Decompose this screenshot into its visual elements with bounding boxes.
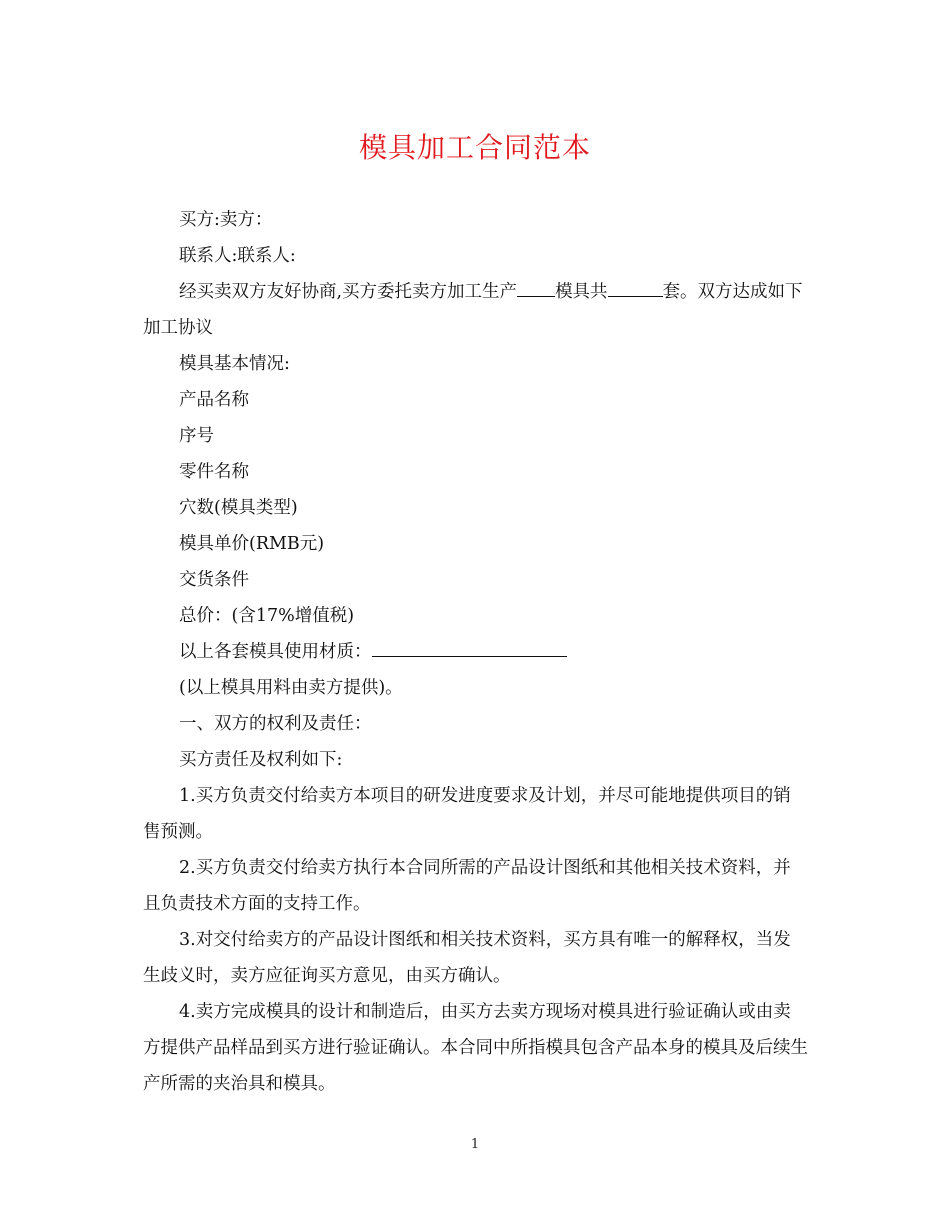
total-line: 总价：(含17%增值税) [179,606,355,626]
intro-paragraph [143,274,808,346]
basic-info-heading: 模具基本情况: [179,354,290,374]
serial-line: 序号 [179,426,214,446]
material-blank [372,636,567,657]
buyer-item-4: 4.卖方完成模具的设计和制造后，由买方去卖方现场对模具进行验证确认或由卖方提供产品样品到买方进行验证确认。本合同中所指模具包含产品本身的模具及后续生产所需的夹治具和模具。 [143,1002,808,1094]
quantity-blank [608,276,663,297]
contacts-line: 联系人:联系人: [179,246,296,266]
buyer-item-2: 2.买方负责交付给卖方执行本合同所需的产品设计图纸和其他相关技术资料，并且负责技术方面的支持工作。 [143,858,791,914]
buyer-item-1: 1.买方负责交付给卖方本项目的研发进度要求及计划，并尽可能地提供项目的销售预测。 [143,786,791,842]
buyer-duties-heading: 买方责任及权利如下: [179,750,343,770]
material-line [143,634,808,670]
part-name-line: 零件名称 [179,462,249,482]
delivery-line: 交货条件 [179,570,249,590]
material-note-line: (以上模具用料由卖方提供)。 [179,678,403,698]
page-number: 1 [470,1137,480,1152]
intro-text-a: 经买卖双方友好协商,买方委托卖方加工生产 [179,282,518,302]
buyer-item-3: 3.对交付给卖方的产品设计图纸和相关技术资料，买方具有唯一的解释权，当发生歧义时，卖方应征询买方意见，由买方确认。 [143,930,791,986]
material-label: 以上各套模具使用材质： [179,642,372,662]
intro-text-b: 模具共 [555,282,608,302]
unit-price-line: 模具单价(RMB元) [179,534,325,554]
document-title: 模具加工合同范本 [358,131,591,164]
product-name-line: 产品名称 [179,390,249,410]
cavities-line: 穴数(模具类型) [179,498,298,518]
document-body [143,202,808,1102]
section-1-heading: 一、双方的权利及责任： [179,714,372,734]
parties-line: 买方:卖方： [179,210,273,230]
mold-name-blank [517,276,555,297]
intro-text-c: 套。双方达成如下加工协议 [143,282,803,338]
